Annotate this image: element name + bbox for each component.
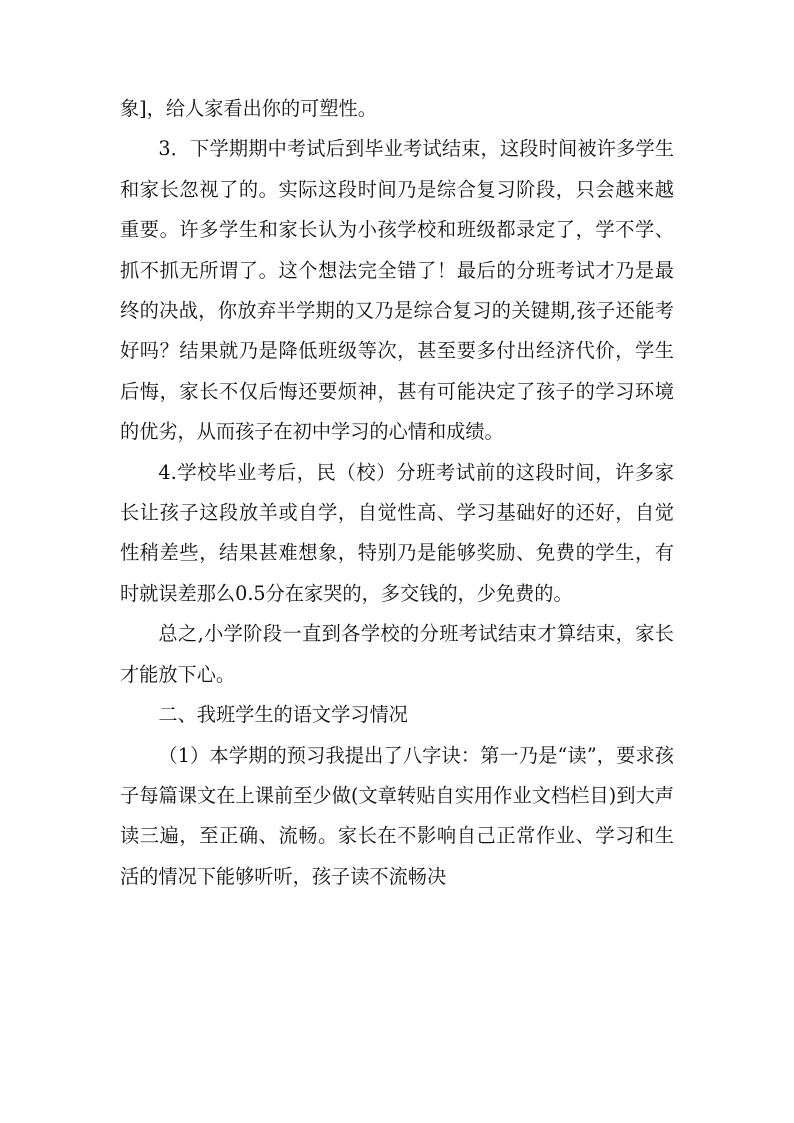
paragraph-item-4: 4.学校毕业考后，民（校）分班考试前的这段时间，许多家长让孩子这段放羊或自学，自觉性高、学习基础好的还好，自觉性稍差些，结果甚难想象，特别乃是能够奖励、免费的学生，有时就误差那么0.5分在家哭的，多交钱的，少免费的。	[120, 460, 674, 605]
paragraph-continuation: 象]，给人家看出你的可塑性。	[120, 97, 377, 120]
section-heading: 二、我班学生的语文学习情况	[158, 703, 408, 727]
body-text	[120, 89, 674, 897]
paragraph-summary: 总之,小学阶段一直到各学校的分班考试结束才算结束，家长才能放下心。	[120, 622, 674, 686]
paragraph-item-3: 3．下学期期中考试后到毕业考试结束，这段时间被许多学生和家长忽视了的。实际这段时间乃是综合复习阶段，只会越来越重要。许多学生和家长认为小孩学校和班级都录定了，学不学、抓不抓无所谓了。这个想法完全错了！最后的分班考试才乃是最终的决战，你放弃半学期的又乃是综合复习的关键期,孩子还能考好吗？结果就乃是降低班级等次，甚至要多付出经济代价，学生后悔，家长不仅后悔还要烦神，甚有可能决定了孩子的学习环境的优劣，从而孩子在初中学习的心情和成绩。	[120, 137, 674, 444]
paragraph-preview-method: （1）本学期的预习我提出了八字诀：第一乃是“读”，要求孩子每篇课文在上课前至少做(文章转贴自实用作业文档栏目)到大声读三遍，至正确、流畅。家长在不影响自己正常作业、学习和生活的情况下能够听听，孩子读不流畅决	[120, 743, 674, 888]
